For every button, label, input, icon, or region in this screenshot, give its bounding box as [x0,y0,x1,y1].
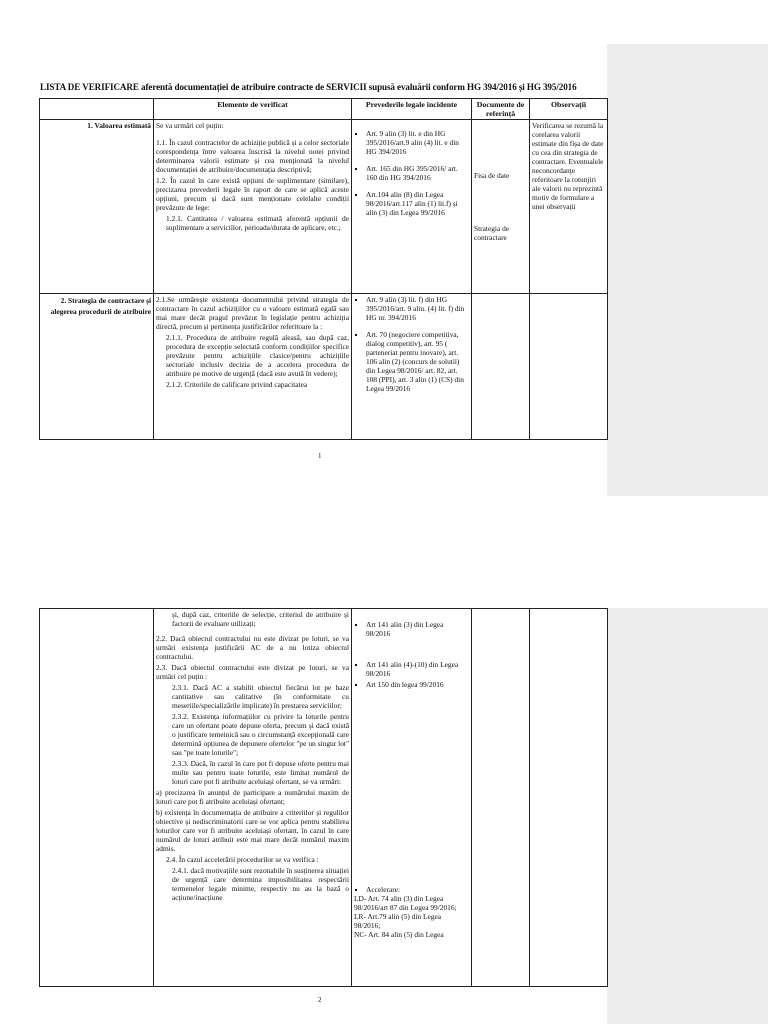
table-row [40,294,608,440]
header-elements: Elemente de verificat [154,99,352,120]
paragraph: b) existența în documentația de atribuire a criteriilor și regulilor obiective și nediscriminatorii care se vor aplica pentru stabilirea loturilor care vor fi atribuite aceluiași ofertant, în cazul în care numărul de loturi atribuit este mai mare decât numărul maxim admis. [156,808,349,853]
criterion-cell: 2. Strategia de contractare și alegerea procedurii de atribuire [40,294,154,440]
paragraph: 2.1.2. Criteriile de calificare privind capacitatea [166,380,308,389]
accel-ref: NC- Art. 84 alin (5) din Legea [354,930,444,939]
paragraph: 2.1.1. Procedura de atribuire regulă aleasă, sau după caz, procedura de excepție selectată conform condițiilor specifice prevăzute pentru achizițiile clasice/pentru achizițiile sectoriale inclusiv decizia de a accelera procedura de atribuire pe motive de urgență (dacă este avută în vedere); [166,333,349,378]
header-observations: Observații [530,99,608,120]
observations-cell [530,294,608,440]
table-header-row [40,99,608,120]
accel-ref: LR- Art.79 alin (5) din Legea 98/2016; [354,912,442,930]
list-item: ▪ Accelerare: [366,885,469,894]
paragraph: a) precizarea în anunțul de participare a numărului maxim de loturi care pot fi atribuite aceluiași ofertant; [156,788,349,806]
header-criterion [40,99,154,120]
observations-cell [530,609,608,987]
criterion-cell [40,609,154,987]
paragraph: 2.1.Se urmărește existența documentului privind strategia de contractare în cazul achizițiilor cu o valoare estimată egală sau mai mare decât pragul prevăzut în legislație pentru achiziția directă, precum și pertinența justificărilor referitoare la : [156,295,349,331]
comment-margin-page-2 [607,608,768,1024]
paragraph: și, după caz, criteriile de selecție, criteriul de atribuire și factorii de evaluare utilizați; [172,610,349,628]
elements-cell [154,120,352,294]
list-item: ▪ Art.104 alin (8) din Legea 98/2016/art.117 alin (1) lit.f) și alin (3) din Legea 99/2016 [366,190,469,217]
comment-margin-page-1 [607,44,768,496]
paragraph: 2.3.3. Dacă, în cazul în care pot fi depuse oferte pentru mai multe sau pentru toate loturile, este limitat numărul de loturi care pot fi atribuite aceluiași ofertant, se va urmări: [172,759,349,786]
doc-ref: Strategia de contractare [474,224,510,242]
paragraph: 1.2.1. Cantitatea / valoarea estimată aferentă opțiunii de suplimentare a serviciilor, perioada/durata de aplicare, etc.; [166,214,349,232]
documents-cell [472,609,530,987]
legal-cell [352,294,472,440]
page-number: 1 [318,452,322,460]
paragraph: 2.3.1. Dacă AC a stabilit obiectul fiecărui lot pe baze cantitative sau calitative (în conformitate cu meseriile/specializările implicate) în prestarea serviciilor; [172,683,349,710]
documents-cell [472,294,530,440]
list-item: ▪ Art. 9 alin (3) lit. e din HG 395/2016/art.9 alin (4) lit. e din HG 394/2016 [366,129,469,156]
documents-cell [472,120,530,294]
observations-cell: Verificarea se rezumă la corelarea valorii estimate din fișa de date cu cea din strategia de contractare. Eventualele neconcordanțe referitoare la rotunjiri ale valorii nu reprezintă motiv de formulare a unei observații [530,120,608,294]
elements-cell [154,609,352,987]
paragraph: Se va urmări cel puțin: [156,121,224,130]
paragraph: 2.4. În cazul accelerării procedurilor se va verifica : [166,855,319,864]
paragraph: 2.4.1. dacă motivațiile sunt rezonabile în susținerea situației de urgență care determina imposibilitatea respectării termenelor legale minime, respectiv nu au la bază o acțiune/inacțiune [172,866,349,902]
list-item: ▪ Art. 70 (negociere competitiva, dialog competitiv), art. 95 ( parteneriat pentru inovare), art. 106 alin (2) (concurs de solutii) din Legea 98/2016/ art. 82, art. 108 (PPI), art. 3 alin (1) (CS) din Legea 99/2016 [366,330,469,393]
checklist-table-page-2 [39,608,608,987]
page-number: 2 [318,996,322,1004]
paragraph: 2.3.2. Existența informațiilor cu privire la loturile pentru care un ofertant poate depune oferta, precum și dacă există o justificare temeinică sau o circumstanță excepțională care determină opțiunea de depunere ofertelor "pe un singur lot" sau "pe toate loturile"; [172,712,349,757]
legal-cell [352,120,472,294]
accel-ref: LD- Art. 74 alin (3) din Legea 98/2016/art 87 din Legea 99/2016; [354,894,457,912]
checklist-table-page-1 [39,98,608,440]
table-row [40,609,608,987]
criterion-cell: 1. Valoarea estimată [40,120,154,294]
paragraph: 2.2. Dacă obiectul contractului nu este divizat pe loturi, se va urmări existența justificării AC de a nu lotiza obiectul contractului. [156,634,349,661]
header-legal: Prevederile legale incidente [352,99,472,120]
document-title: LISTA DE VERIFICARE aferentă documentației de atribuire contracte de SERVICII supusă evaluării conform HG 394/2016 și HG 395/2016 [40,82,577,92]
list-item: ▪ Art 141 alin (3) din Legea 98/2016 [366,620,469,638]
paragraph: 1.2. În cazul în care există opțiuni de suplimentare (similare), precizarea prevederii legale în raport de care se aplică aceste opțiuni, precum și dacă sunt menționate celelalte condiții prevăzute de lege: [156,176,349,212]
elements-cell [154,294,352,440]
list-item: ▪ Art. 9 alin (3) lit. f) din HG 395/2016/art. 9 alin. (4) lit. f) din HG nr. 394/2016 [366,295,469,322]
list-item: ▪ Art. 165 din HG 395/2016/ art. 160 din HG 394/2016 [366,164,469,182]
header-documents: Documente de referință [472,99,530,120]
paragraph: 1.1. În cazul contractelor de achiziție publică și a celor sectoriale corespondența între valoarea înscrisă la nivelul notei privind determinarea valorii estimate și cea menționată la nivelul documentației de atribuire/documentația descriptivă; [156,138,349,174]
list-item: ▪ Art 141 alin (4)-(10) din Legea 98/2016 [366,660,469,678]
list-item: ▪ Art 150 din legea 99/2016 [366,680,469,689]
table-row [40,120,608,294]
legal-cell [352,609,472,987]
paragraph: 2.3. Dacă obiectul contractului este divizat pe loturi, se va urmări cel puțin : [156,663,349,681]
doc-ref: Fisa de date [474,171,510,180]
